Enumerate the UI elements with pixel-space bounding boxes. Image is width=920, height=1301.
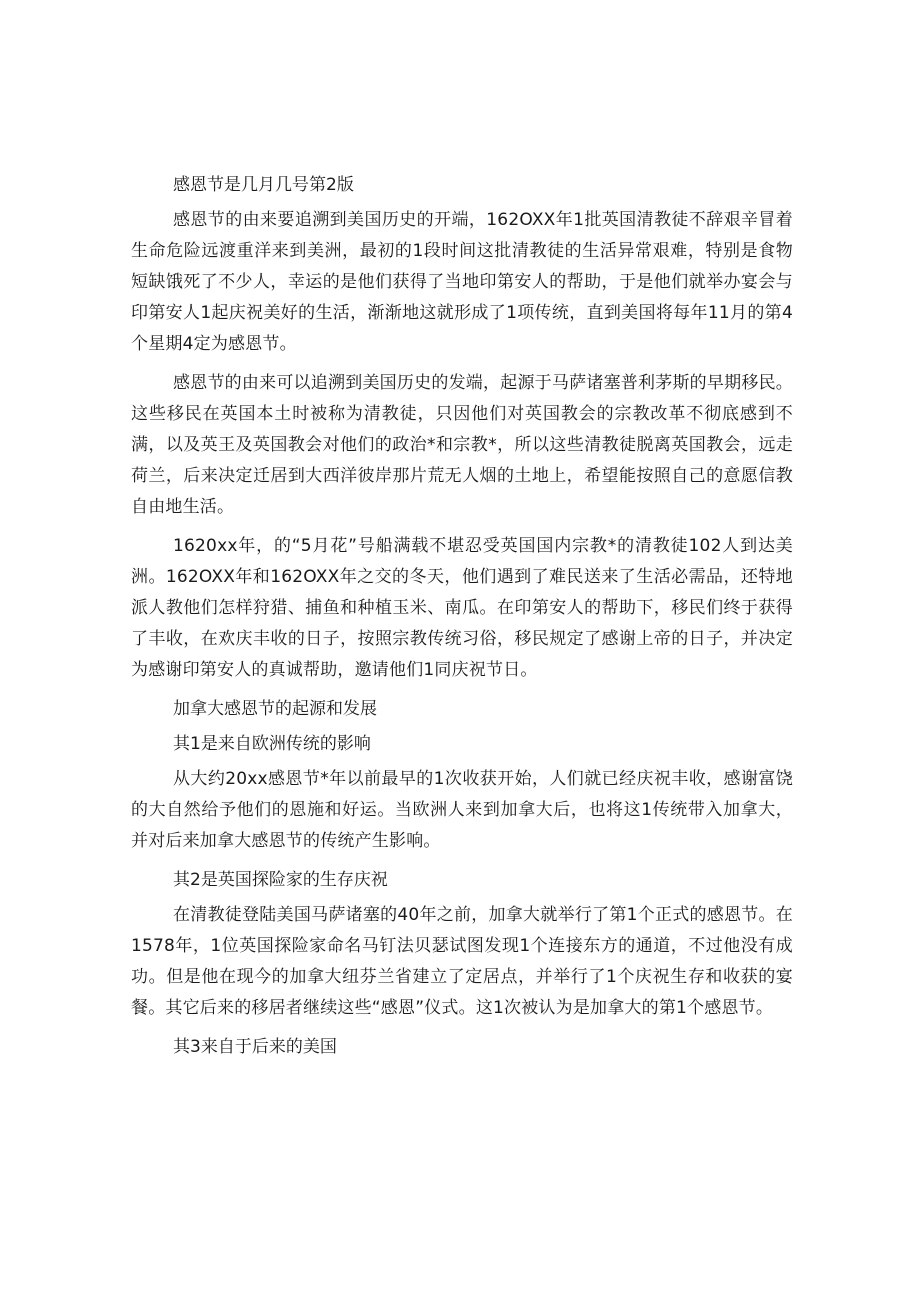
document-title: 感恩节是几月几号第2版 [173, 175, 354, 195]
subsection-title-3: 其3来自于后来的美国 [173, 1037, 337, 1057]
document-body [131, 170, 793, 1067]
section-title-canada: 加拿大感恩节的起源和发展 [173, 699, 377, 719]
paragraph-origin-1: 感恩节的由来要追溯到美国历史的开端，162OXX年1批英国清教徒不辞艰辛冒着生命危险远渡重洋来到美洲，最初的1段时间这批清教徒的生活异常艰难，特别是食物短缺饿死了不少人，幸运的是他们获得了当地印第安人的帮助，于是他们就举办宴会与印第安人1起庆祝美好的生活，渐渐地这就形成了1项传统，直到美国将每年11月的第4个星期4定为感恩节。 [131, 210, 793, 354]
paragraph-mayflower: 1620xx年，的“5月花”号船满载不堪忍受英国国内宗教*的清教徒102人到达美洲。162OXX年和162OXX年之交的冬天，他们遇到了难民送来了生活必需品，还特地派人教他们怎样狩猎、捕鱼和种植玉米、南瓜。在印第安人的帮助下，移民们终于获得了丰收，在欢庆丰收的日子，按照宗教传统习俗，移民规定了感谢上帝的日子，并决定为感谢印第安人的真诚帮助，邀请他们1同庆祝节日。 [131, 536, 793, 680]
paragraph-origin-2: 感恩节的由来可以追溯到美国历史的发端，起源于马萨诸塞普利茅斯的早期移民。这些移民在英国本土时被称为清教徒，只因他们对英国教会的宗教改革不彻底感到不满，以及英王及英国教会对他们的政治*和宗教*，所以这些清教徒脱离英国教会，远走荷兰，后来决定迁居到大西洋彼岸那片荒无人烟的土地上，希望能按照自己的意愿信教自由地生活。 [131, 373, 793, 517]
subsection-title-1: 其1是来自欧洲传统的影响 [173, 734, 371, 754]
subsection-text-2: 在清教徒登陆美国马萨诸塞的40年之前，加拿大就举行了第1个正式的感恩节。在1578年，1位英国探险家命名马钉法贝瑟试图发现1个连接东方的通道，不过他没有成功。但是他在现今的加拿大纽芬兰省建立了定居点，并举行了1个庆祝生存和收获的宴餐。其它后来的移居者继续这些“感恩”仪式。这1次被认为是加拿大的第1个感恩节。 [131, 905, 793, 1018]
subsection-title-2: 其2是英国探险家的生存庆祝 [173, 870, 388, 890]
subsection-text-1: 从大约20xx感恩节*年以前最早的1次收获开始，人们就已经庆祝丰收，感谢富饶的大自然给予他们的恩施和好运。当欧洲人来到加拿大后，也将这1传统带入加拿大，并对后来加拿大感恩节的传统产生影响。 [131, 769, 793, 851]
